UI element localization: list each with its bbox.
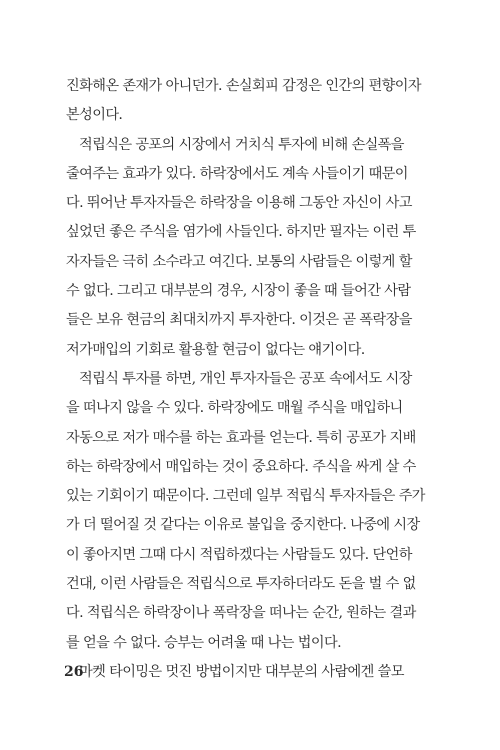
text-line: 자동으로 저가 매수를 하는 효과를 얻는다. 특히 공포가 지배	[66, 429, 416, 446]
text-line: 을 떠나지 않을 수 있다. 하락장에도 매월 주식을 매입하니	[66, 400, 403, 417]
text-line: 싶었던 좋은 주식을 염가에 사들인다. 하지만 필자는 이런 투	[66, 224, 416, 241]
text-line: 건대, 이런 사람들은 적립식으로 투자하더라도 돈을 벌 수 없	[66, 576, 416, 593]
paragraph-first-line: 마켓 타이밍은 멋진 방법이지만 대부분의 사람에겐 쓸모	[79, 663, 404, 680]
text-line: 가 더 떨어질 것 같다는 이유로 불입을 중지한다. 나중에 시장	[66, 517, 420, 534]
text-line: 저가매입의 기회로 활용할 현금이 없다는 얘기이다.	[66, 341, 365, 358]
text-line: 자자들은 극히 소수라고 여긴다. 보통의 사람들은 이렇게 할	[66, 253, 412, 270]
text-line: 있는 기회이기 때문이다. 그런데 일부 적립식 투자자들은 주가	[66, 488, 425, 505]
text-line: 들은 보유 현금의 최대치까지 투자한다. 이것은 곧 폭락장을	[66, 312, 412, 329]
text-line: 줄여주는 효과가 있다. 하락장에서도 계속 사들이기 때문이	[66, 165, 408, 182]
text-line: 다. 뛰어난 투자자들은 하락장을 이용해 그동안 자신이 사고	[66, 195, 412, 212]
paragraph-first-line: 적립식 투자를 하면, 개인 투자자들은 공포 속에서도 시장	[79, 370, 412, 387]
text-line: 본성이다.	[66, 107, 123, 124]
text-line: 하는 하락장에서 매입하는 것이 중요하다. 주식을 싸게 살 수	[66, 458, 416, 475]
text-line: 수 없다. 그리고 대부분의 경우, 시장이 좋을 때 들어간 사람	[66, 283, 411, 300]
body-text	[66, 72, 441, 687]
text-line: 이 좋아지면 그때 다시 적립하겠다는 사람들도 있다. 단언하	[66, 546, 412, 563]
text-line: 를 얻을 수 없다. 승부는 어려울 때 나는 법이다.	[66, 634, 341, 651]
text-line: 다. 적립식은 하락장이나 폭락장을 떠나는 순간, 원하는 결과	[66, 605, 416, 622]
text-line: 진화해온 존재가 아니던가. 손실회피 감정은 인간의 편향이자	[66, 78, 421, 94]
page-number: 26	[64, 664, 84, 680]
paragraph-first-line: 적립식은 공포의 시장에서 거치식 투자에 비해 손실폭을	[79, 136, 404, 153]
